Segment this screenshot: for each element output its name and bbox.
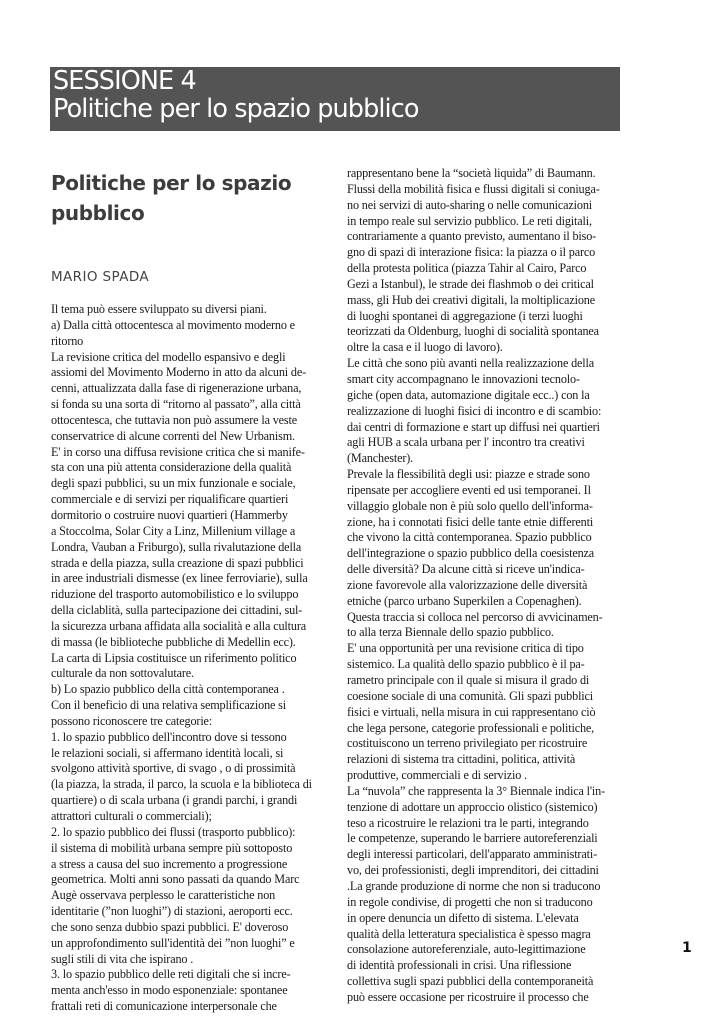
article-title-line: pubblico [51,201,145,225]
body-text-line: degli spazi pubblici, su un mix funzionale e sociale, [51,476,296,491]
body-text-line: attrattori culturali o commerciali); [51,809,212,823]
body-text-line: produttive, commerciali e di servizio . [347,768,527,783]
body-text-line: Gezi a Istanbul), le strade dei flashmob o dei critical [347,276,594,291]
body-text-line: Prevale la flessibilità degli usi: piazze e strade sono [347,467,590,482]
body-text-line: qualità della letteratura specialistica è spesso magra [347,926,591,941]
body-text-line: riduzione del trasporto automobilistico e lo sviluppo [51,587,299,602]
body-text-line: no nei servizi di auto-sharing o nelle comunicazioni [347,197,593,212]
body-text-line: Con il beneficio di una relativa semplificazione si [51,698,287,713]
body-text-line: possono riconoscere tre categorie: [51,713,213,728]
body-text-line: vo, dei professionisti, degli imprenditori, dei cittadini [347,863,599,878]
body-text-line: dell'integrazione o spazio pubblico della coesistenza [347,546,595,561]
page-number: 1 [682,940,692,956]
body-text-line: agli HUB a scala urbana per l' incontro tra creativi [347,435,585,450]
body-text-line: oltre la casa e il luogo di lavoro). [347,340,503,355]
body-text-line: ritorno [51,333,84,348]
left-column [51,168,329,1015]
body-text-line: conservatrice di alcune correnti del New Urbanism. [51,428,295,443]
body-text-line: il sistema di mobilità urbana sempre più sottoposto [51,840,293,855]
body-text-line: to alla terza Biennale dello spazio pubblico. [347,625,554,640]
body-text-line: mass, gli Hub dei creativi digitali, la moltiplicazione [347,292,595,307]
body-text-line: sugli stili di vita che ispirano . [51,951,194,966]
body-text-line: fisici e virtuali, nella misura in cui rappresentano ciò [347,704,596,719]
body-text-line: che lega persone, categorie professionali e politiche, [347,720,595,735]
body-text-line: sta con una più attenta considerazione della qualità [51,460,292,475]
body-text-line: si fonda su una sorta di “ritorno al passato”, alla città [51,397,301,412]
body-text-line: (Manchester). [347,451,414,466]
body-text-line: consolazione autoreferenziale, auto-legittimazione [347,942,586,957]
body-text-line: di identità professionali in crisi. Una riflessione [347,958,572,973]
body-text-line: La revisione critica del modello espansivo e degli [51,349,286,364]
body-text-line: le relazioni sociali, si affermano identità locali, si [51,745,284,760]
body-text-line: Questa traccia si colloca nel percorso di avvicinamen- [347,609,603,624]
body-text-line: rametro principale con il quale si misura il grado di [347,673,590,687]
session-title: Politiche per lo spazio pubblico [53,94,419,124]
body-text-line: menta anch'esso in modo esponenziale: spontanee [51,983,288,998]
body-text-line: ottocentesca, che tuttavia non può assumere la veste [51,412,298,427]
body-text-line: quartiere) o di scala urbana (i grandi parchi, i grandi [51,793,298,808]
body-text-line: cenni, attualizzata dalla fase di rigenerazione urbana, [51,381,302,396]
body-text-line: può essere occasione per ricostruire il processo che [347,989,589,1004]
body-text-line: che sono senza dubbio spazi pubblici. E' doveroso [51,919,289,934]
body-text-line: E' in corso una diffusa revisione critica che si manife- [51,444,305,459]
body-text-line: in regole condivise, di progetti che non si traducono [347,894,593,909]
body-text-line: Flussi della mobilità fisica e flussi digitali si coniuga- [347,181,600,196]
body-text-line: di massa (le biblioteche pubbliche di Medellin ecc). [51,634,296,649]
body-text-line: la sicurezza urbana affidata alla socialità e alla cultura [51,618,306,633]
body-text-line: in opere denuncia un difetto di sistema. L'elevata [347,910,579,925]
article-title [51,168,329,228]
body-text-line: realizzazione di luoghi fisici di incontro e di scambio: [347,403,602,418]
body-text-line: 3. lo spazio pubblico delle reti digitali che si incre- [51,967,291,982]
body-text-line: svolgono attività sportive, di svago , o di prossimità [51,761,296,776]
body-text-line: che vivono la città contemporanea. Spazio pubblico [347,530,592,545]
body-text-line: smart city accompagnano le innovazioni tecnolo- [347,371,580,386]
body-text-line: un approfondimento sull'identità dei ”non luoghi” e [51,935,295,950]
body-text-line: costituiscono un terreno privilegiato per ricostruire [347,736,588,751]
body-text-line: dai centri di formazione e start up diffusi nei quartieri [347,419,600,434]
left-body-text [51,302,329,1015]
body-text-line: a) Dalla città ottocentesca al movimento moderno e [51,317,295,332]
body-text-line: relazioni di sistema tra cittadini, politica, attività [347,752,576,767]
body-text-line: E' una opportunità per una revisione critica di tipo [347,641,584,656]
body-text-line: a stress a causa del suo incremento a progressione [51,856,288,871]
body-text-line: degli interessi particolari, dell'apparato amministrati- [347,847,597,862]
body-text-line: sistemico. La qualità dello spazio pubblico è il pa- [347,657,585,672]
body-text-line: 1. lo spazio pubblico dell'incontro dove si tessono [51,729,287,744]
body-text-line: della protesta politica (piazza Tahir al Cairo, Parco [347,261,587,276]
body-text-line: zione, ha i connotati fisici delle tante etnie differenti [347,514,594,529]
body-text-line: ripensate per accogliere eventi ed usi temporanei. Il [347,482,591,497]
body-text-line: in tempo reale sul servizio pubblico. Le reti digitali, [347,213,592,228]
article-title-line: Politiche per lo spazio [51,171,292,195]
body-text-line: giche (open data, automazione digitale ecc..) con la [347,387,590,402]
body-text-line: gno di spazi di interazione fisica: la piazza o il parco [347,245,596,260]
body-text-line: a Stoccolma, Solar City a Linz, Millenium village a [51,523,296,538]
body-text-line: collettiva sugli spazi pubblici della contemporaneità [347,974,594,989]
body-text-line: b) Lo spazio pubblico della città contemporanea . [51,682,285,697]
right-body-text [347,166,619,1006]
body-text-line: delle diversità? Da alcune città si riceve un'indica- [347,562,585,577]
body-text-line: coesione sociale di una comunità. Gli spazi pubblici [347,688,594,703]
body-text-line: della ciclablità, sulla partecipazione dei cittadini, sul- [51,603,303,618]
body-text-line: zione favorevole alla valorizzazione delle diversità [347,577,588,592]
body-text-line: tenzione di adottare un approccio olistico (sistemico) [347,799,598,814]
body-text-line: teso a ricostruire le relazioni tra le parti, integrando [347,815,589,830]
body-text-line: La carta di Lipsia costituisce un riferimento politico [51,650,297,665]
body-text-line: rappresentano bene la “società liquida” di Baumann. [347,166,596,180]
body-text-line: etniche (parco urbano Superkilen a Copenaghen). [347,593,582,608]
body-text-line: strada e della piazza, sulla creazione di spazi pubblici [51,555,304,570]
body-text-line: Augè osservava perplesso le caratteristiche non [51,888,276,903]
body-text-line: Le città che sono più avanti nella realizzazione della [347,356,595,371]
body-text-line: dormitorio o costruire nuovi quartieri (Hammerby [51,507,288,522]
body-text-line: culturale da non sottovalutare. [51,666,194,681]
author-name: MARIO SPADA [51,269,150,285]
body-text-line: di luoghi spontanei di aggregazione (i terzi luoghi [347,308,583,323]
session-label: SESSIONE 4 [53,66,196,96]
body-text-line: (la piazza, la strada, il parco, la scuola e la biblioteca di [51,777,312,792]
body-text-line: le competenze, superando le barriere autoreferenziali [347,831,598,846]
body-text-line: teorizzati da Oldenburg, luoghi di socialità spontanea [347,324,599,339]
body-text-line: 2. lo spazio pubblico dei flussi (trasporto pubblico): [51,824,296,839]
body-text-line: Londra, Vauban a Friburgo), sulla rivalutazione della [51,539,302,554]
body-text-line: Il tema può essere sviluppato su diversi piani. [51,302,267,316]
body-text-line: contrariamente a quanto previsto, aumentano il biso- [347,229,597,244]
body-text-line: geometrica. Molti anni sono passati da quando Marc [51,872,300,887]
body-text-line: identitarie (”non luoghi”) di stazioni, aeroporti ecc. [51,904,293,919]
right-column [347,166,619,1006]
body-text-line: villaggio globale non è più solo quello dell'informa- [347,498,593,513]
body-text-line: frattali reti di comunicazione interpersonale che [51,999,277,1014]
session-banner [50,67,620,131]
body-text-line: in aree industriali dismesse (ex linee ferroviarie), sulla [51,571,308,586]
body-text-line: La “nuvola” che rappresenta la 3° Biennale indica l'in- [347,783,606,798]
body-text-line: commerciale e di servizi per riqualificare quartieri [51,492,289,507]
body-text-line: .La grande produzione di norme che non si traducono [347,878,601,893]
body-text-line: assiomi del Movimento Moderno in atto da alcuni de- [51,365,307,380]
